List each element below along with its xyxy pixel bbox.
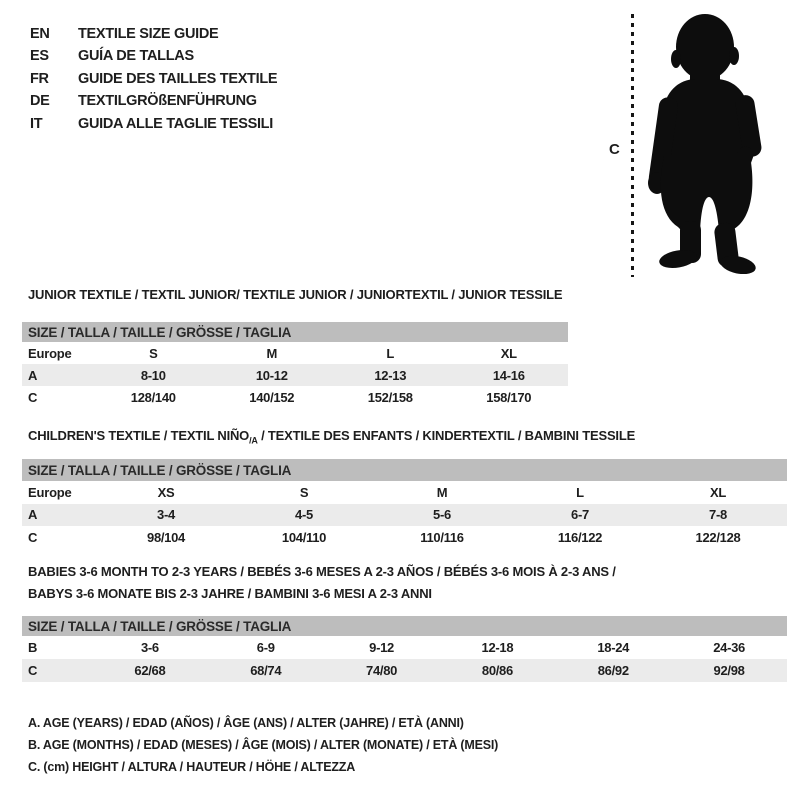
row-label: Europe (28, 345, 72, 361)
size-cell: S (149, 345, 158, 361)
table-row-height-cm (22, 526, 787, 549)
size-cell: L (576, 484, 584, 500)
height-cell: 158/170 (486, 389, 532, 405)
children-section-title (28, 428, 635, 446)
guide-title-en: TEXTILE SIZE GUIDE (78, 26, 219, 42)
babies-section-title-line1: BABIES 3-6 MONTH TO 2-3 YEARS / BEBÉS 3-6 MESES A 2-3 AÑOS / BÉBÉS 3-6 MOIS À 2-3 ANS / (28, 564, 616, 579)
junior-section-title: JUNIOR TEXTILE / TEXTIL JUNIOR/ TEXTILE JUNIOR / JUNIORTEXTIL / JUNIOR TESSILE (28, 287, 563, 302)
height-cell: 152/158 (367, 389, 413, 405)
height-cell: 110/116 (420, 529, 464, 545)
note-age-years: A. AGE (YEARS) / EDAD (AÑOS) / ÂGE (ANS) / ALTER (JAHRE) / ETÀ (ANNI) (28, 716, 464, 730)
language-list (30, 23, 277, 135)
language-row-en (30, 23, 277, 45)
age-cell: 3-4 (157, 507, 175, 523)
language-row-it (30, 113, 277, 135)
size-header-bar (22, 459, 787, 481)
children-title-post: / TEXTILE DES ENFANTS / KINDERTEXTIL / BAMBINI TESSILE (257, 428, 636, 443)
table-row-age-months (22, 636, 787, 659)
language-code: EN (30, 26, 50, 42)
language-row-fr (30, 68, 277, 90)
children-title-sub: /A (249, 435, 258, 446)
children-title-pre: CHILDREN'S TEXTILE / TEXTIL NIÑO (28, 428, 250, 443)
table-row-europe (22, 481, 787, 504)
note-height-cm: C. (cm) HEIGHT / ALTURA / HAUTEUR / HÖHE / ALTEZZA (28, 760, 356, 774)
legend-notes (28, 712, 498, 778)
language-row-es (30, 45, 277, 67)
age-cell: 24-36 (713, 640, 745, 655)
age-cell: 4-5 (295, 507, 313, 523)
size-header-label: SIZE / TALLA / TAILLE / GRÖSSE / TAGLIA (28, 618, 292, 634)
height-cell: 86/92 (597, 663, 629, 678)
size-cell: XL (709, 484, 726, 500)
note-age-months: B. AGE (MONTHS) / EDAD (MESES) / ÂGE (MOIS) / ALTER (MONATE) / ETÀ (MESI) (28, 738, 499, 752)
guide-title-fr: GUIDE DES TAILLES TEXTILE (78, 70, 278, 87)
size-cell: M (436, 484, 448, 500)
language-code: ES (30, 48, 49, 65)
size-cell: L (386, 345, 395, 361)
age-cell: 8-10 (140, 367, 166, 383)
height-cell: 74/80 (366, 663, 398, 678)
junior-size-table (22, 322, 568, 408)
guide-title-es: GUÍA DE TALLAS (78, 48, 194, 65)
age-cell: 12-18 (481, 640, 514, 655)
guide-title-de: TEXTILGRÖßENFÜHRUNG (78, 93, 257, 110)
height-cell: 122/128 (695, 529, 741, 545)
toddler-silhouette-icon (642, 11, 770, 274)
babies-size-table (22, 616, 787, 682)
table-row-age-years (22, 364, 568, 386)
size-cell: S (299, 484, 309, 500)
language-code: DE (30, 93, 50, 110)
height-cell: 140/152 (249, 389, 295, 405)
age-cell: 3-6 (140, 640, 159, 655)
table-row-europe (22, 342, 568, 364)
age-cell: 5-6 (433, 507, 451, 523)
size-header-label: SIZE / TALLA / TAILLE / GRÖSSE / TAGLIA (28, 462, 292, 478)
age-cell: 12-13 (374, 367, 407, 383)
age-cell: 18-24 (597, 640, 630, 655)
height-dashed-line (631, 14, 634, 277)
age-cell: 14-16 (492, 367, 525, 383)
height-cell: 128/140 (130, 389, 176, 405)
table-row-age-years (22, 504, 787, 527)
language-code: FR (30, 70, 49, 87)
row-label: Europe (28, 484, 72, 500)
age-cell: 10-12 (255, 367, 288, 383)
row-label: B (28, 640, 38, 655)
row-label: A (28, 367, 38, 383)
size-cell: XS (157, 484, 175, 500)
height-cell: 116/122 (557, 529, 603, 545)
row-label: C (28, 663, 38, 678)
size-cell: XL (500, 345, 517, 361)
row-label: C (28, 529, 38, 545)
row-label: C (28, 389, 38, 405)
size-header-label: SIZE / TALLA / TAILLE / GRÖSSE / TAGLIA (28, 324, 292, 340)
height-cell: 92/98 (713, 663, 745, 678)
children-size-table (22, 459, 787, 549)
size-header-bar (22, 322, 568, 342)
height-cell: 68/74 (250, 663, 282, 678)
height-measure-label: C (609, 141, 620, 158)
height-cell: 80/86 (481, 663, 513, 678)
age-cell: 6-9 (256, 640, 275, 655)
table-row-height-cm (22, 659, 787, 682)
language-code: IT (30, 115, 43, 132)
table-row-height-cm (22, 386, 568, 408)
guide-title-it: GUIDA ALLE TAGLIE TESSILI (78, 115, 273, 132)
age-cell: 9-12 (369, 640, 394, 655)
language-row-de (30, 90, 277, 112)
age-cell: 6-7 (571, 507, 589, 523)
size-header-bar (22, 616, 787, 636)
babies-section-title-line2: BABYS 3-6 MONATE BIS 2-3 JAHRE / BAMBINI 3-6 MESI A 2-3 ANNI (28, 586, 432, 601)
size-cell: M (266, 345, 278, 361)
height-cell: 104/110 (281, 529, 327, 545)
height-cell: 98/104 (147, 529, 185, 545)
height-cell: 62/68 (134, 663, 166, 678)
age-cell: 7-8 (709, 507, 727, 523)
row-label: A (28, 507, 38, 523)
